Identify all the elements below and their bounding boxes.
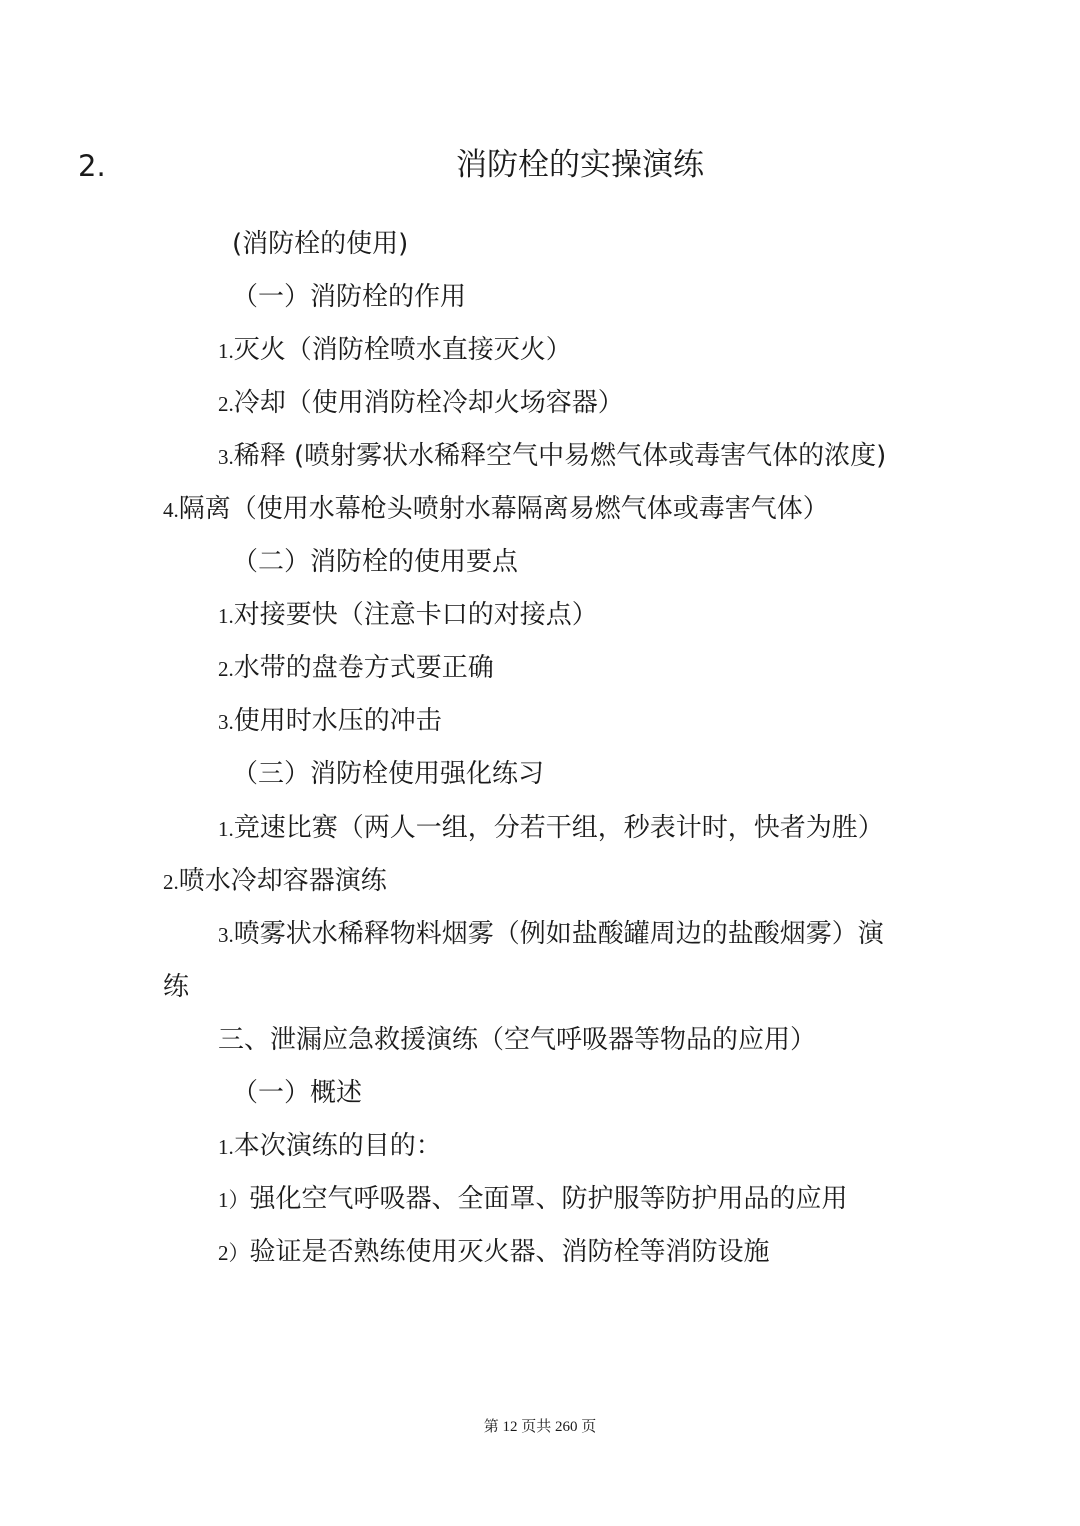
list-number: 1. — [218, 1135, 234, 1159]
line-text: 竞速比赛（两人一组，分若干组，秒表计时，快者为胜） — [233, 813, 884, 843]
section-title: 消防栓的实操演练 — [456, 147, 704, 183]
list-item — [218, 1128, 442, 1165]
list-number: 2. — [163, 870, 179, 894]
subtitle-line — [232, 226, 408, 262]
line-text: 喷水冷却容器演练 — [178, 866, 387, 896]
line-text: （一）概述 — [232, 1078, 363, 1108]
line-text: 稀释 (喷射雾状水稀释空气中易燃气体或毒害气体的浓度) — [233, 441, 887, 471]
line-text: 使用时水压的冲击 — [233, 706, 442, 736]
list-number: 1. — [218, 817, 234, 841]
line-text: 隔离（使用水幕枪头喷射水幕隔离易燃气体或毒害气体） — [178, 494, 829, 524]
list-item-continuation — [163, 969, 189, 1005]
list-number: 3. — [218, 710, 234, 734]
list-item — [218, 1181, 848, 1218]
list-item — [218, 597, 598, 634]
list-item — [218, 1234, 770, 1271]
line-text: 对接要快（注意卡口的对接点） — [233, 600, 598, 630]
list-item — [218, 916, 884, 953]
subsection-heading — [232, 756, 544, 792]
line-text: 冷却（使用消防栓冷却火场容器） — [233, 388, 624, 418]
list-item — [163, 863, 387, 900]
list-item — [218, 438, 886, 475]
line-text: 本次演练的目的： — [233, 1131, 442, 1161]
list-number: 1. — [218, 604, 234, 628]
line-text: （三）消防栓使用强化练习 — [232, 759, 545, 789]
list-item — [163, 491, 829, 528]
line-text: 三、泄漏应急救援演练（空气呼吸器等物品的应用） — [218, 1025, 817, 1055]
list-number: 3. — [218, 445, 234, 469]
line-text: (消防栓的使用) — [232, 229, 409, 259]
line-text: 喷雾状水稀释物料烟雾（例如盐酸罐周边的盐酸烟雾）演 — [233, 919, 884, 949]
list-number: 2） — [218, 1241, 250, 1265]
subsection-heading — [232, 1075, 362, 1111]
subsection-heading — [232, 544, 518, 580]
line-text: 验证是否熟练使用灭火器、消防栓等消防设施 — [249, 1237, 770, 1267]
list-number: 1. — [218, 339, 234, 363]
list-number: 4. — [163, 498, 179, 522]
line-text: 练 — [163, 972, 190, 1002]
page-footer: 第 12 页共 260 页 — [483, 1419, 597, 1435]
list-item — [218, 650, 494, 687]
list-item — [218, 385, 624, 422]
list-number: 2. — [218, 657, 234, 681]
subsection-heading — [232, 279, 466, 315]
list-number: 2. — [218, 392, 234, 416]
list-item — [218, 332, 572, 369]
list-number: 3. — [218, 923, 234, 947]
list-number: 1） — [218, 1188, 250, 1212]
list-item — [218, 703, 442, 740]
line-text: 强化空气呼吸器、全面罩、防护服等防护用品的应用 — [249, 1184, 848, 1214]
line-text: 灭火（消防栓喷水直接灭火） — [233, 335, 572, 365]
section-number: 2. — [78, 149, 106, 183]
line-text: （一）消防栓的作用 — [232, 282, 467, 312]
list-item — [218, 810, 884, 847]
section-heading — [218, 1022, 816, 1058]
line-text: （二）消防栓的使用要点 — [232, 547, 519, 577]
line-text: 水带的盘卷方式要正确 — [233, 653, 494, 683]
